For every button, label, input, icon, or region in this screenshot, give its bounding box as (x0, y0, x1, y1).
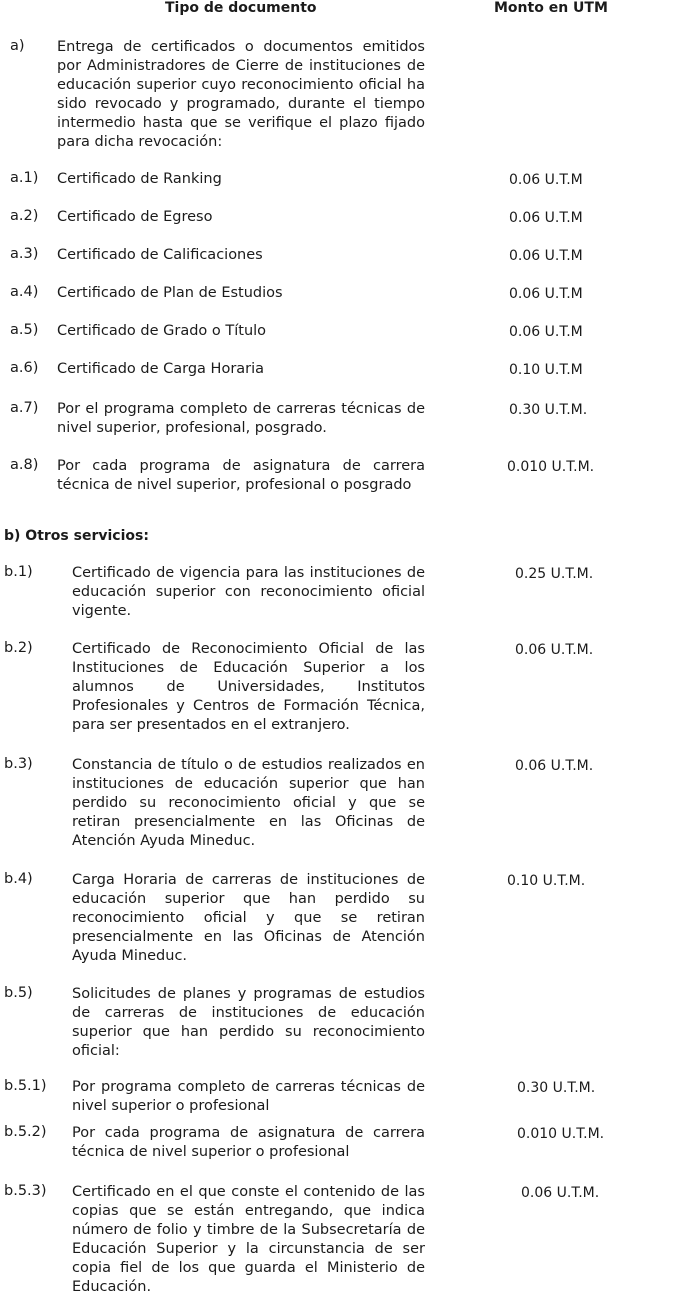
item-a1-amount: 0.06 U.T.M (509, 172, 583, 188)
item-a8-amount: 0.010 U.T.M. (507, 459, 595, 475)
item-a8-code: a.8) (10, 457, 39, 473)
section-a-description: Entrega de certificados o documentos emitidos por Administradores de Cierre de instituciones de educación superior cuyo reconocimiento oficial ha sido revocado y programado, durante el tiempo intermedio hasta que se verifique el plazo fijado para dicha revocación: (57, 39, 425, 150)
item-a6-amount: 0.10 U.T.M (509, 362, 583, 378)
item-b52-code: b.5.2) (4, 1124, 47, 1140)
item-b5-code: b.5) (4, 985, 33, 1001)
item-b3-code: b.3) (4, 756, 33, 772)
item-a6-code: a.6) (10, 360, 39, 376)
item-a1-code: a.1) (10, 170, 39, 186)
item-b4-amount: 0.10 U.T.M. (507, 873, 586, 889)
item-b51-text: Por programa completo de carreras técnicas de nivel superior o profesional (72, 1079, 425, 1114)
item-a5-code: a.5) (10, 322, 39, 338)
item-a4-text: Certificado de Plan de Estudios (57, 285, 283, 301)
item-b51-code: b.5.1) (4, 1078, 47, 1094)
item-a4-code: a.4) (10, 284, 39, 300)
item-a2-amount: 0.06 U.T.M (509, 210, 583, 226)
item-a7-text: Por el programa completo de carreras técnicas de nivel superior, profesional, posgrado. (57, 401, 425, 436)
item-b52-amount: 0.010 U.T.M. (517, 1126, 605, 1142)
item-a8-text: Por cada programa de asignatura de carrera técnica de nivel superior, profesional o posgrado (57, 458, 425, 493)
item-a6-text: Certificado de Carga Horaria (57, 361, 265, 377)
item-b1-code: b.1) (4, 564, 33, 580)
item-b52-text: Por cada programa de asignatura de carrera técnica de nivel superior o profesional (72, 1125, 425, 1160)
item-a7-code: a.7) (10, 400, 39, 416)
item-b3-text: Constancia de título o de estudios realizados en instituciones de educación superior que han perdido su reconocimiento oficial y que se retiran presencialmente en las Oficinas de Atención Ayuda Mineduc. (72, 757, 425, 849)
item-a3-text: Certificado de Calificaciones (57, 247, 263, 263)
item-b2-text: Certificado de Reconocimiento Oficial de las Instituciones de Educación Superior a los alumnos de Universidades, Institutos Profesionales y Centros de Formación Técnica, para ser presentados en el extranjero. (72, 641, 425, 733)
item-b53-amount: 0.06 U.T.M. (521, 1185, 600, 1201)
section-a-code: a) (10, 38, 25, 54)
item-a5-amount: 0.06 U.T.M (509, 324, 583, 340)
item-b1-amount: 0.25 U.T.M. (515, 566, 594, 582)
item-b51-amount: 0.30 U.T.M. (517, 1080, 596, 1096)
item-b53-text: Certificado en el que conste el contenido de las copias que se están entregando, que indica número de folio y timbre de la Subsecretaría de Educación Superior y la circunstancia de ser copia fiel de los que guarda el Ministerio de Educación. (72, 1184, 425, 1295)
item-b2-amount: 0.06 U.T.M. (515, 642, 594, 658)
item-a1-text: Certificado de Ranking (57, 171, 222, 187)
item-b2-code: b.2) (4, 640, 33, 656)
item-b4-code: b.4) (4, 871, 33, 887)
column-header-type: Tipo de documento (165, 0, 317, 16)
item-b5-text: Solicitudes de planes y programas de estudios de carreras de instituciones de educación superior que han perdido su reconocimiento oficial: (72, 986, 425, 1059)
item-b1-text: Certificado de vigencia para las instituciones de educación superior con reconocimiento oficial vigente. (72, 565, 425, 619)
item-b3-amount: 0.06 U.T.M. (515, 758, 594, 774)
item-a3-code: a.3) (10, 246, 39, 262)
section-b-title: b) Otros servicios: (4, 528, 149, 544)
item-b4-text: Carga Horaria de carreras de instituciones de educación superior que han perdido su reconocimiento oficial y que se retiran presencialmente en las Oficinas de Atención Ayuda Mineduc. (72, 872, 425, 964)
item-b53-code: b.5.3) (4, 1183, 47, 1199)
item-a5-text: Certificado de Grado o Título (57, 323, 267, 339)
item-a3-amount: 0.06 U.T.M (509, 248, 583, 264)
column-header-amount: Monto en UTM (494, 0, 608, 16)
item-a2-text: Certificado de Egreso (57, 209, 213, 225)
item-a7-amount: 0.30 U.T.M. (509, 402, 588, 418)
item-a2-code: a.2) (10, 208, 39, 224)
item-a4-amount: 0.06 U.T.M (509, 286, 583, 302)
